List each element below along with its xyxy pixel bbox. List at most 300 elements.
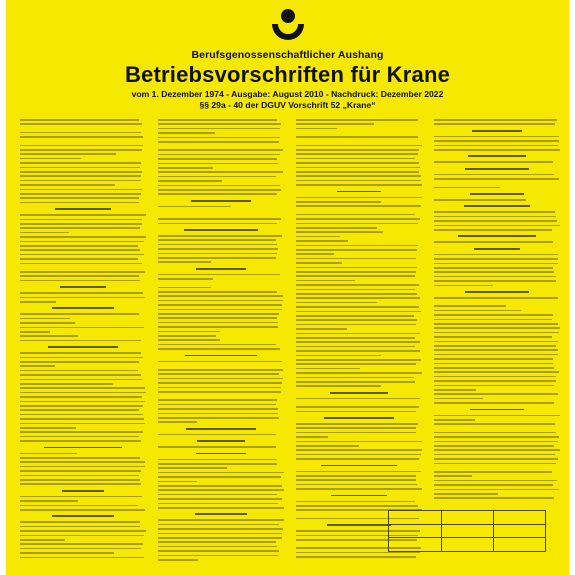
fine-print-line — [434, 376, 556, 378]
fine-print-line — [296, 223, 418, 225]
fine-print-line — [20, 457, 140, 459]
fine-print-line — [158, 128, 280, 130]
fine-print-line — [158, 193, 277, 195]
section-heading — [44, 447, 122, 449]
fine-print-line — [20, 387, 145, 389]
fine-print-line — [20, 496, 142, 498]
fine-print-line — [20, 180, 141, 182]
fine-print-line — [20, 423, 145, 425]
fine-print-line — [158, 378, 283, 380]
fine-print-line — [434, 398, 483, 400]
fine-print-line — [158, 141, 279, 143]
section-heading — [474, 248, 521, 250]
fine-print-line — [20, 405, 143, 407]
fine-print-line — [158, 163, 278, 165]
fine-print-line — [158, 481, 197, 483]
fine-print-line — [158, 528, 283, 530]
fine-print-line — [296, 271, 416, 273]
fine-print-line — [158, 541, 276, 543]
fine-print-line — [20, 548, 141, 550]
fine-print-line — [158, 137, 280, 139]
fine-print-line — [158, 132, 215, 134]
fine-print-line — [158, 167, 213, 169]
fine-print-line — [158, 537, 282, 539]
fine-print-line — [434, 136, 559, 138]
section-heading — [185, 355, 256, 357]
fine-print-line — [296, 423, 418, 425]
fine-print-line — [158, 176, 276, 178]
fine-print-line — [20, 162, 141, 164]
fine-print-line — [296, 556, 416, 558]
fine-print-line — [20, 171, 142, 173]
section-heading — [60, 286, 106, 288]
fine-print-line — [296, 297, 420, 299]
section-heading — [472, 130, 522, 132]
fine-print-line — [296, 249, 417, 251]
fine-print-line — [296, 175, 421, 177]
fine-print-line — [434, 480, 557, 482]
fine-print-line — [20, 475, 139, 477]
fine-print-line — [296, 280, 355, 282]
section-heading — [191, 200, 250, 202]
fine-print-line — [20, 453, 77, 455]
fine-print-line — [158, 149, 283, 151]
fine-print-line — [20, 132, 141, 134]
fine-print-line — [434, 220, 557, 222]
section-heading — [465, 168, 528, 170]
section-heading — [464, 205, 531, 207]
fine-print-line — [434, 415, 560, 417]
fine-print-line — [296, 471, 421, 473]
fine-print-line — [20, 322, 75, 324]
fine-print-line — [158, 248, 278, 250]
fine-print-line — [296, 306, 419, 308]
section-heading — [465, 291, 528, 293]
fine-print-line — [296, 128, 337, 130]
fine-print-line — [434, 449, 560, 451]
fine-print-line — [158, 180, 222, 182]
fine-print-line — [20, 280, 140, 282]
fine-print-line — [434, 310, 521, 312]
notice-header: Berufsgenossenschaftlicher Aushang — [191, 49, 384, 61]
fine-print-line — [434, 225, 560, 227]
fine-print-line — [20, 184, 115, 186]
fine-print-line — [296, 427, 416, 429]
fine-print-line — [434, 463, 556, 465]
fine-print-line — [158, 459, 277, 461]
fine-print-line — [296, 311, 421, 313]
fine-print-line — [20, 241, 144, 243]
fine-print-line — [20, 557, 144, 559]
fine-print-line — [296, 231, 383, 233]
fine-print-line — [434, 216, 556, 218]
fine-print-line — [158, 361, 282, 363]
fine-print-line — [434, 285, 493, 287]
fine-print-line — [434, 149, 560, 151]
fine-print-line — [296, 184, 422, 186]
fine-print-line — [296, 197, 422, 199]
section-heading — [195, 513, 248, 515]
fine-print-line — [20, 145, 143, 147]
fine-print-line — [434, 211, 555, 213]
fine-print-line — [296, 411, 416, 413]
section-heading — [337, 191, 381, 193]
fine-print-line — [158, 317, 277, 319]
text-column-4 — [434, 117, 560, 562]
fine-print-line — [296, 552, 420, 554]
fine-print-line — [434, 363, 553, 365]
body-text-columns — [20, 117, 560, 562]
fine-print-line — [158, 421, 197, 423]
fine-print-line — [296, 284, 419, 286]
fine-print-line — [20, 543, 143, 545]
fine-print-line — [296, 479, 416, 481]
fine-print-line — [20, 123, 142, 125]
fine-print-line — [434, 123, 555, 125]
fine-print-line — [158, 309, 282, 311]
fine-print-line — [158, 519, 284, 521]
fine-print-line — [20, 153, 116, 155]
fine-print-line — [20, 214, 146, 216]
fine-print-line — [20, 158, 81, 160]
fine-print-line — [296, 253, 334, 255]
fine-print-line — [296, 372, 422, 374]
fine-print-line — [296, 162, 419, 164]
fine-print-line — [158, 119, 277, 121]
fine-print-line — [296, 201, 381, 203]
fine-print-line — [158, 291, 277, 293]
fine-print-line — [20, 500, 78, 502]
fine-print-line — [434, 371, 559, 373]
fine-print-line — [434, 402, 554, 404]
fine-print-line — [158, 391, 281, 393]
fine-print-line — [434, 432, 556, 434]
fine-print-line — [296, 136, 418, 138]
fine-print-line — [158, 239, 276, 241]
fine-print-line — [20, 509, 145, 511]
fine-print-line — [20, 361, 139, 363]
fine-print-line — [158, 123, 281, 125]
fine-print-line — [158, 171, 283, 173]
fine-print-line — [158, 417, 279, 419]
fine-print-line — [296, 505, 418, 507]
fine-print-line — [20, 167, 140, 169]
fine-print-line — [296, 293, 417, 295]
fine-print-line — [20, 149, 142, 151]
scope-line: §§ 29a - 40 der DGUV Vorschrift 52 „Krane“ — [199, 100, 376, 110]
fine-print-line — [20, 297, 145, 299]
fine-print-line — [296, 171, 419, 173]
fine-print-line — [296, 214, 415, 216]
fine-print-line — [434, 419, 475, 421]
fine-print-line — [20, 483, 141, 485]
fine-print-line — [20, 335, 78, 337]
section-heading — [52, 515, 113, 517]
fine-print-line — [296, 377, 414, 379]
fine-print-line — [20, 327, 144, 329]
fine-print-line — [158, 158, 277, 160]
fine-print-line — [20, 245, 138, 247]
fine-print-line — [20, 271, 145, 273]
fine-print-line — [296, 341, 420, 343]
fine-print-line — [296, 324, 416, 326]
fine-print-line — [296, 350, 420, 352]
fine-print-line — [434, 119, 557, 121]
section-heading — [470, 193, 524, 195]
fine-print-line — [434, 423, 555, 425]
fine-print-line — [158, 494, 277, 496]
dguv-logo-icon — [268, 6, 308, 46]
fine-print-line — [434, 436, 559, 438]
fine-print-line — [158, 295, 283, 297]
fine-print-line — [434, 354, 558, 356]
fine-print-line — [296, 333, 420, 335]
fine-print-line — [296, 119, 418, 121]
fine-print-line — [434, 349, 558, 351]
fine-print-line — [434, 161, 553, 163]
section-heading — [468, 155, 526, 157]
fine-print-line — [20, 236, 146, 238]
fine-print-line — [158, 313, 279, 315]
fine-print-line — [20, 539, 65, 541]
section-heading — [197, 440, 244, 442]
fine-print-line — [158, 507, 284, 509]
fine-print-line — [20, 223, 142, 225]
fine-print-line — [20, 249, 140, 251]
fine-print-line — [158, 185, 280, 187]
fine-print-line — [434, 341, 558, 343]
fine-print-line — [158, 322, 278, 324]
fine-print-line — [434, 297, 558, 299]
section-heading — [330, 392, 389, 394]
fine-print-line — [20, 383, 113, 385]
fine-print-line — [296, 167, 420, 169]
fine-print-line — [296, 454, 421, 456]
fine-print-line — [20, 370, 138, 372]
section-heading — [196, 453, 245, 455]
fine-print-line — [434, 393, 558, 395]
fine-print-line — [296, 488, 422, 490]
fine-print-line — [296, 258, 416, 260]
fine-print-line — [158, 463, 277, 465]
fine-print-line — [20, 431, 143, 433]
fine-print-line — [20, 526, 140, 528]
fine-print-line — [296, 475, 416, 477]
fine-print-line — [434, 276, 556, 278]
fine-print-line — [158, 218, 281, 220]
fine-print-line — [20, 470, 141, 472]
fine-print-line — [434, 323, 558, 325]
section-heading — [62, 490, 104, 492]
fine-print-line — [20, 409, 139, 411]
fine-print-line — [20, 352, 141, 354]
fine-print-line — [158, 235, 282, 237]
fine-print-line — [434, 493, 498, 495]
fine-print-line — [20, 401, 145, 403]
fine-print-line — [158, 300, 283, 302]
text-column-1 — [20, 117, 146, 562]
fine-print-line — [296, 363, 416, 365]
fine-print-line — [296, 368, 360, 370]
fine-print-line — [434, 178, 559, 180]
fine-print-line — [296, 240, 348, 242]
section-heading — [186, 428, 256, 430]
fine-print-line — [434, 475, 472, 477]
fine-print-line — [158, 335, 216, 337]
fine-print-line — [434, 471, 552, 473]
fine-print-line — [20, 392, 146, 394]
fine-print-line — [158, 555, 278, 557]
fine-print-line — [296, 346, 415, 348]
fine-print-line — [434, 140, 559, 142]
fine-print-line — [20, 301, 56, 303]
fine-print-line — [20, 530, 146, 532]
fine-print-line — [296, 501, 415, 503]
fine-print-line — [434, 367, 554, 369]
fine-print-line — [158, 253, 277, 255]
fine-print-line — [296, 262, 342, 264]
fine-print-line — [20, 197, 139, 199]
edition-line: vom 1. Dezember 1974 - Ausgabe: August 2010 - Nachdruck: Dezember 2022 — [131, 89, 444, 99]
fine-print-line — [434, 258, 558, 260]
fine-print-line — [296, 398, 420, 400]
fine-print-line — [434, 445, 554, 447]
fine-print-line — [296, 267, 417, 269]
fine-print-line — [20, 202, 139, 204]
fine-print-line — [296, 245, 418, 247]
section-heading — [48, 346, 118, 348]
fine-print-line — [158, 348, 280, 350]
fine-print-line — [296, 123, 374, 125]
fine-print-line — [296, 275, 415, 277]
fine-print-line — [434, 332, 559, 334]
fine-print-line — [296, 289, 415, 291]
fine-print-line — [158, 331, 220, 333]
fine-print-line — [158, 189, 281, 191]
fine-print-line — [434, 454, 555, 456]
fine-print-line — [434, 497, 554, 499]
section-heading — [184, 229, 258, 231]
fine-print-line — [434, 458, 558, 460]
fine-print-line — [158, 326, 278, 328]
section-heading — [458, 235, 535, 237]
fine-print-line — [158, 498, 282, 500]
fine-print-line — [20, 357, 143, 359]
fine-print-line — [296, 359, 421, 361]
fine-print-line — [434, 327, 560, 329]
fine-print-line — [20, 479, 140, 481]
fine-print-line — [158, 446, 276, 448]
fine-print-line — [434, 489, 559, 491]
load-table — [388, 510, 546, 552]
fine-print-line — [434, 336, 552, 338]
fine-print-line — [20, 292, 143, 294]
fine-print-line — [20, 136, 143, 138]
fine-print-line — [20, 552, 114, 554]
fine-print-line — [434, 241, 553, 243]
fine-print-line — [20, 427, 76, 429]
fine-print-line — [434, 441, 558, 443]
fine-print-line — [158, 399, 277, 401]
fine-print-line — [434, 319, 552, 321]
fine-print-line — [434, 358, 553, 360]
fine-print-line — [434, 385, 554, 387]
fine-print-line — [158, 244, 277, 246]
fine-print-line — [434, 145, 558, 147]
fine-print-line — [434, 267, 553, 269]
fine-print-line — [20, 258, 138, 260]
fine-print-line — [158, 485, 282, 487]
fine-print-line — [434, 305, 506, 307]
fine-print-line — [158, 373, 279, 375]
fine-print-line — [158, 278, 213, 280]
fine-print-line — [20, 189, 142, 191]
fine-print-line — [20, 505, 138, 507]
fine-print-line — [20, 521, 140, 523]
fine-print-line — [296, 149, 419, 151]
fine-print-line — [158, 503, 278, 505]
fine-print-line — [20, 396, 142, 398]
fine-print-line — [20, 232, 69, 234]
fine-print-line — [158, 206, 231, 208]
fine-print-line — [296, 441, 422, 443]
fine-print-line — [20, 193, 141, 195]
fine-print-line — [434, 484, 553, 486]
fine-print-line — [296, 180, 421, 182]
fine-print-line — [158, 524, 279, 526]
fine-print-line — [20, 263, 142, 265]
fine-print-line — [434, 187, 500, 189]
fine-print-line — [434, 199, 526, 201]
fine-print-line — [20, 379, 142, 381]
fine-print-line — [296, 337, 415, 339]
fine-print-line — [296, 385, 381, 387]
fine-print-line — [296, 484, 417, 486]
fine-print-line — [158, 546, 277, 548]
fine-print-line — [20, 254, 144, 256]
fine-print-line — [158, 434, 276, 436]
fine-print-line — [434, 271, 554, 273]
fine-print-line — [158, 257, 276, 259]
fine-print-line — [20, 331, 50, 333]
section-heading — [52, 307, 113, 309]
fine-print-line — [20, 318, 70, 320]
fine-print-line — [434, 174, 554, 176]
fine-print-line — [296, 158, 415, 160]
fine-print-line — [20, 535, 144, 537]
fine-print-line — [158, 476, 281, 478]
fine-print-line — [158, 550, 279, 552]
fine-print-line — [434, 263, 558, 265]
section-heading — [331, 495, 388, 497]
fine-print-line — [20, 440, 141, 442]
fine-print-line — [434, 254, 558, 256]
fine-print-line — [296, 236, 340, 238]
text-column-2 — [158, 117, 284, 562]
fine-print-line — [158, 382, 282, 384]
text-column-3 — [296, 117, 422, 562]
fine-print-line — [296, 319, 417, 321]
fine-print-line — [158, 413, 278, 415]
fine-print-line — [20, 175, 141, 177]
section-heading — [55, 208, 111, 210]
section-heading — [324, 417, 395, 419]
section-heading — [321, 465, 396, 467]
fine-print-line — [20, 436, 139, 438]
fine-print-line — [20, 340, 141, 342]
fine-print-line — [296, 302, 377, 304]
fine-print-line — [296, 445, 359, 447]
